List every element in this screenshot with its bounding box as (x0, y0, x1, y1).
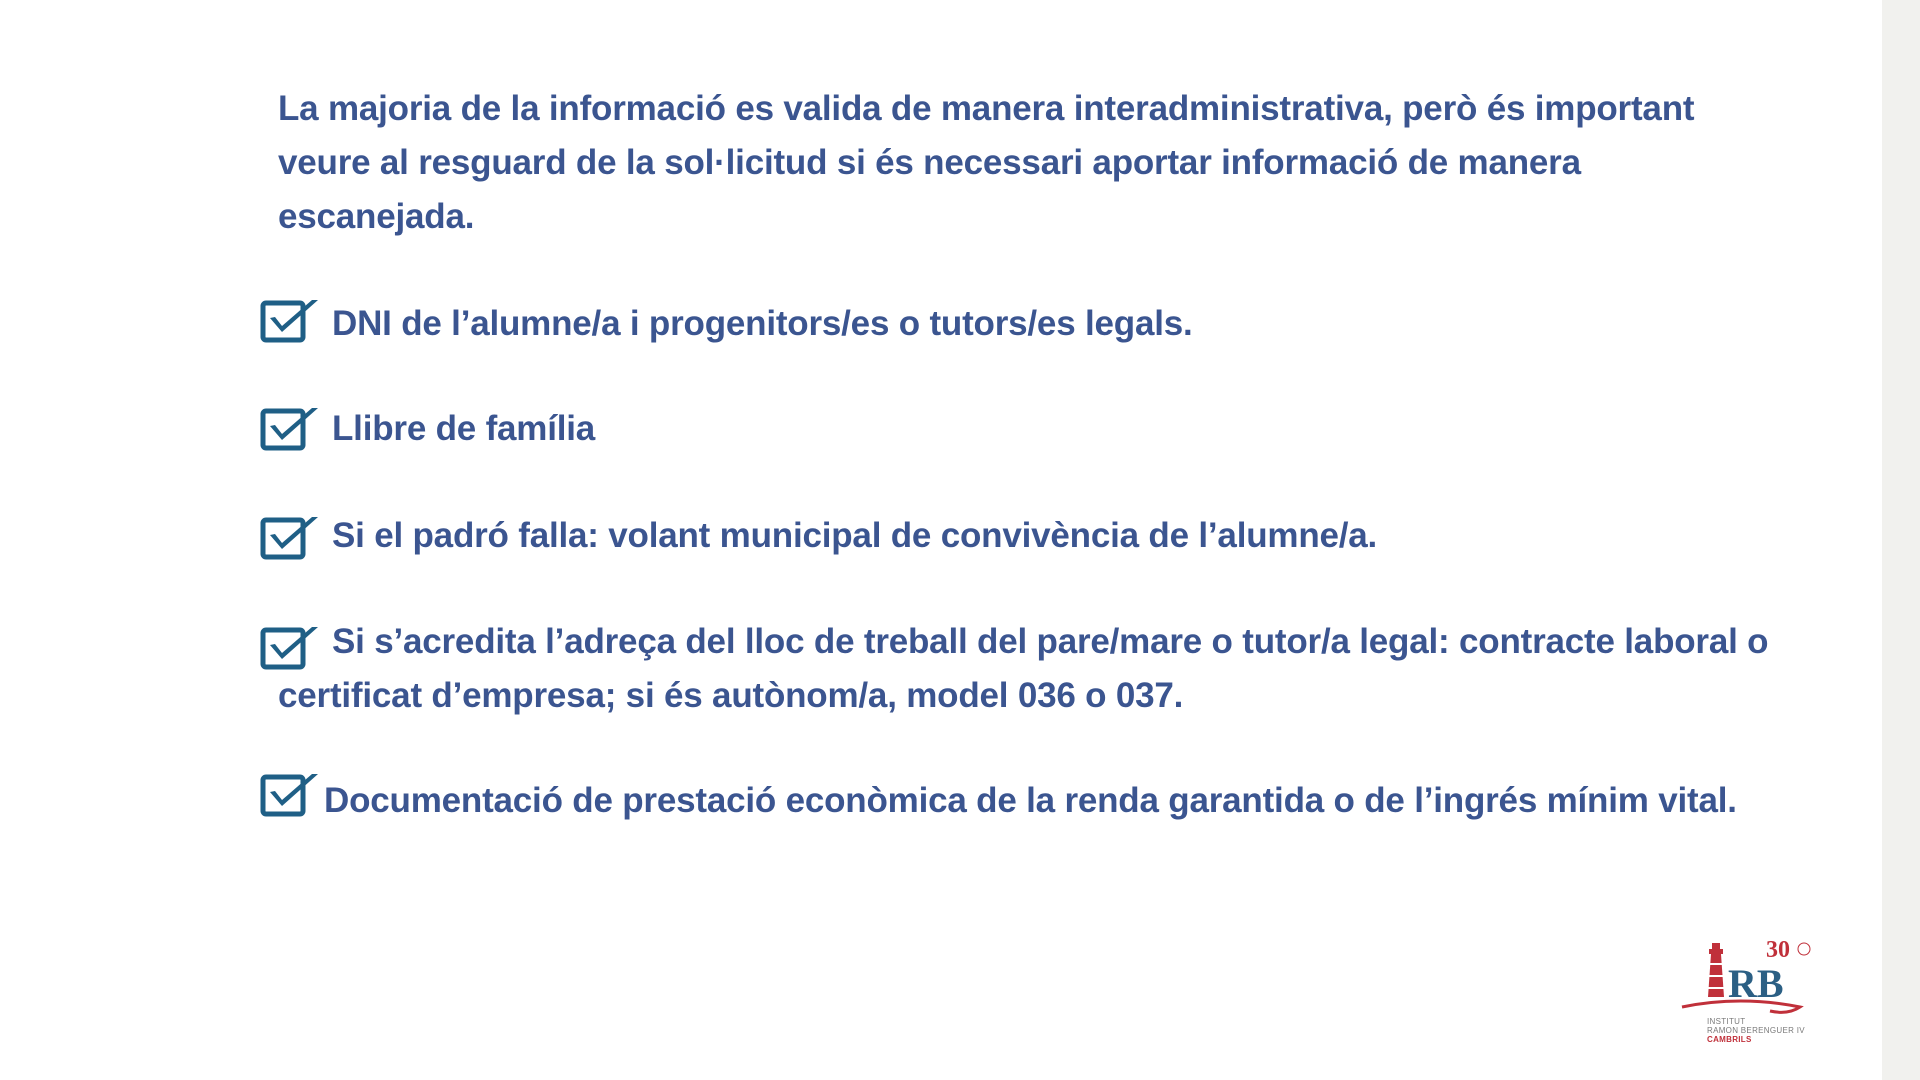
checklist-item-dni: DNI de l’alumne/a i progenitors/es o tutors/es legals. (332, 304, 1193, 343)
checklist-item-padro: Si el padró falla: volant municipal de convivència de l’alumne/a. (332, 516, 1378, 555)
checklist-item-prestacio: Documentació de prestació econòmica de la renda garantida o de l’ingrés mínim vital. (324, 781, 1737, 820)
checkbox-checked-icon (260, 296, 324, 346)
checkbox-checked-icon (260, 513, 324, 563)
logo-initials: RB (1728, 961, 1784, 1006)
intro-paragraph: La majoria de la informació es valida de manera interadministrativa, però és important veure al resguard de la sol·licitud si és necessari aportar informació de manera escanejada. (278, 89, 1695, 236)
logo-caption-line3: CAMBRILS (1707, 1035, 1752, 1044)
checkbox-checked-icon (260, 404, 324, 454)
right-edge-strip (1882, 0, 1920, 1080)
logo-caption-line2: RAMON BERENGUER IV (1707, 1026, 1805, 1035)
logo-caption (1707, 1017, 1805, 1044)
checklist-item-lloc-treball: Si s’acredita l’adreça del lloc de treball del pare/mare o tutor/a legal: contracte laboral o certificat d’empresa; si és autònom/a, model 036 o 037. (278, 622, 1769, 715)
logo-caption-line1: INSTITUT (1707, 1017, 1746, 1026)
logo-anniversary: 30 (1766, 937, 1790, 963)
checklist-item-llibre-familia: Llibre de família (332, 409, 596, 448)
checkbox-checked-icon (260, 770, 324, 820)
